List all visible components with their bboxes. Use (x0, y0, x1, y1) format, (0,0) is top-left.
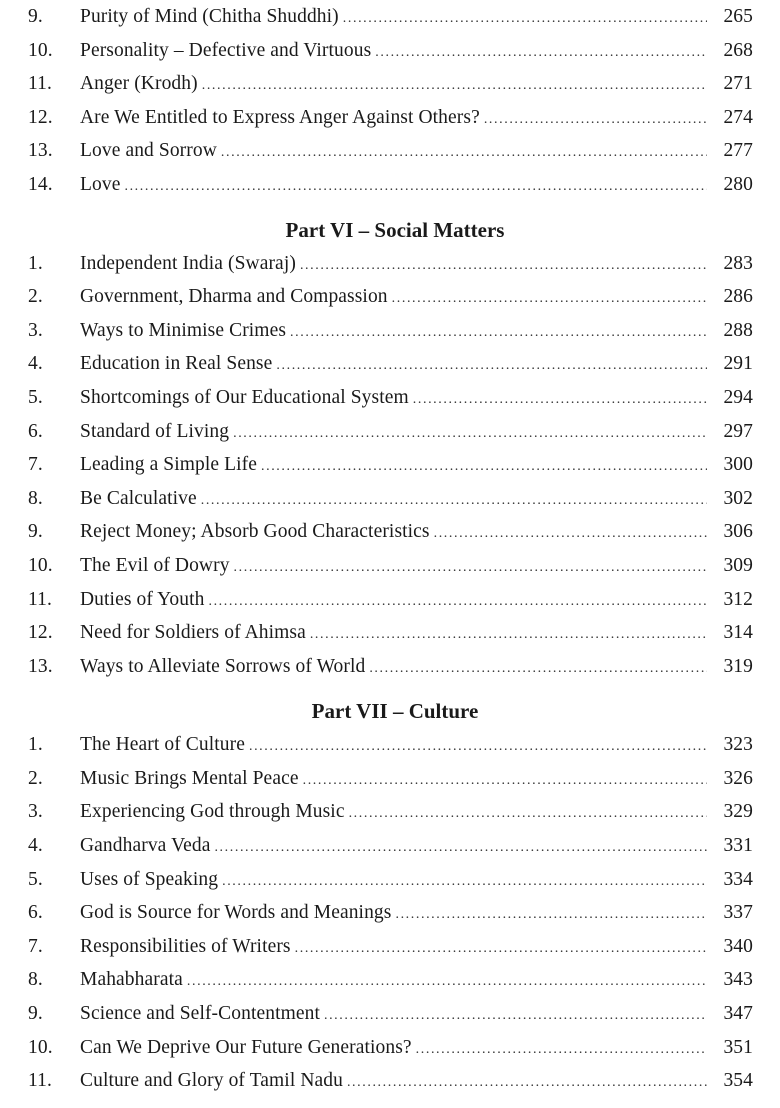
entry-page-number: 286 (723, 286, 753, 308)
dot-leader (249, 730, 707, 764)
toc-entry[interactable] (0, 616, 780, 650)
entry-page-number: 300 (723, 454, 753, 476)
entry-title: Be Calculative (80, 487, 197, 509)
entry-number: 11. (28, 73, 52, 95)
toc-entry[interactable] (0, 896, 780, 930)
entry-title: Standard of Living (80, 420, 230, 442)
entry-title: Anger (Krodh) (80, 73, 198, 95)
toc-entry[interactable] (0, 0, 780, 34)
toc-entry[interactable] (0, 863, 780, 897)
entry-title: Can We Deprive Our Future Generations? (80, 1036, 412, 1058)
entry-number: 6. (28, 902, 43, 924)
dot-leader (303, 764, 707, 798)
toc-entry[interactable] (0, 280, 780, 314)
entry-page-number: 280 (723, 173, 753, 195)
dot-leader (208, 585, 707, 619)
toc-entry[interactable] (0, 482, 780, 516)
entry-title: Leading a Simple Life (80, 454, 257, 476)
dot-leader (214, 831, 707, 865)
entry-number: 3. (28, 319, 43, 341)
entry-title: Music Brings Mental Peace (80, 767, 299, 789)
entry-title: Duties of Youth (80, 588, 205, 610)
entry-page-number: 351 (723, 1036, 753, 1058)
toc-section-part-v-continued (0, 0, 780, 202)
toc-entry[interactable] (0, 381, 780, 415)
entry-title: God is Source for Words and Meanings (80, 902, 392, 924)
toc-entry[interactable] (0, 829, 780, 863)
entry-number: 3. (28, 801, 43, 823)
entry-title: Need for Soldiers of Ahimsa (80, 622, 306, 644)
dot-leader (369, 652, 707, 686)
entry-number: 9. (28, 1003, 43, 1025)
entry-number: 5. (28, 868, 43, 890)
entry-number: 7. (28, 935, 43, 957)
entry-page-number: 306 (723, 521, 753, 543)
entry-title: Are We Entitled to Express Anger Against Others? (80, 106, 480, 128)
dot-leader (221, 136, 707, 170)
section-heading: Part VI – Social Matters (285, 217, 505, 242)
toc-section-part-vii (0, 694, 780, 1098)
entry-title: Shortcomings of Our Educational System (80, 386, 409, 408)
entry-number: 8. (28, 487, 43, 509)
entry-page-number: 302 (723, 487, 753, 509)
entry-number: 11. (28, 588, 52, 610)
toc-entry[interactable] (0, 67, 780, 101)
entry-number: 12. (28, 622, 53, 644)
entry-page-number: 314 (723, 622, 753, 644)
dot-leader (124, 170, 707, 204)
entry-number: 12. (28, 106, 53, 128)
entry-page-number: 309 (723, 554, 753, 576)
entry-page-number: 268 (723, 39, 753, 61)
toc-entry[interactable] (0, 549, 780, 583)
entry-number: 5. (28, 386, 43, 408)
entry-title: The Heart of Culture (80, 734, 245, 756)
entry-page-number: 329 (723, 801, 753, 823)
entry-page-number: 340 (723, 935, 753, 957)
entry-number: 10. (28, 1036, 53, 1058)
entry-title: Mahabharata (80, 969, 183, 991)
entry-number: 4. (28, 835, 43, 857)
entry-page-number: 297 (723, 420, 753, 442)
entry-number: 4. (28, 353, 43, 375)
dot-leader (375, 36, 707, 70)
dot-leader (276, 349, 707, 383)
entry-title: Responsibilities of Writers (80, 935, 291, 957)
entry-title: Reject Money; Absorb Good Characteristics (80, 521, 430, 543)
entry-title: Government, Dharma and Compassion (80, 286, 388, 308)
entry-page-number: 347 (723, 1003, 753, 1025)
dot-leader (434, 517, 707, 551)
entry-page-number: 277 (723, 140, 753, 162)
toc-entry[interactable] (0, 34, 780, 68)
toc-entry[interactable] (0, 930, 780, 964)
entry-page-number: 337 (723, 902, 753, 924)
entry-page-number: 312 (723, 588, 753, 610)
dot-leader (392, 282, 707, 316)
entry-number: 1. (28, 734, 43, 756)
entry-page-number: 343 (723, 969, 753, 991)
entry-page-number: 274 (723, 106, 753, 128)
dot-leader (234, 551, 707, 585)
dot-leader (349, 797, 707, 831)
entry-page-number: 291 (723, 353, 753, 375)
entry-number: 13. (28, 655, 53, 677)
entry-title: Science and Self-Contentment (80, 1003, 320, 1025)
entry-page-number: 354 (723, 1070, 753, 1092)
entry-title: Personality – Defective and Virtuous (80, 39, 372, 61)
entry-title: The Evil of Dowry (80, 554, 230, 576)
toc-section-part-vi (0, 213, 780, 684)
entry-number: 6. (28, 420, 43, 442)
entry-title: Ways to Alleviate Sorrows of World (80, 655, 366, 677)
entry-number: 7. (28, 454, 43, 476)
entry-title: Experiencing God through Music (80, 801, 345, 823)
entry-title: Gandharva Veda (80, 835, 211, 857)
entry-title: Education in Real Sense (80, 353, 273, 375)
toc-entry[interactable] (0, 583, 780, 617)
entry-number: 9. (28, 6, 43, 27)
entry-page-number: 265 (723, 6, 753, 27)
entry-title: Purity of Mind (Chitha Shuddhi) (80, 6, 339, 27)
entry-number: 14. (28, 173, 53, 195)
toc-entry[interactable] (0, 101, 780, 135)
toc-entry[interactable] (0, 448, 780, 482)
toc-entry[interactable] (0, 168, 780, 202)
dot-leader (413, 383, 707, 417)
entry-title: Ways to Minimise Crimes (80, 319, 287, 341)
dot-leader (295, 932, 707, 966)
entry-title: Culture and Glory of Tamil Nadu (80, 1070, 343, 1092)
entry-number: 2. (28, 767, 43, 789)
section-heading: Part VII – Culture (311, 699, 479, 724)
dot-leader (261, 450, 707, 484)
toc-entry[interactable] (0, 762, 780, 796)
entry-page-number: 271 (723, 73, 753, 95)
toc-entry[interactable] (0, 650, 780, 684)
dot-leader (324, 999, 707, 1033)
entry-number: 10. (28, 554, 53, 576)
entry-title: Love and Sorrow (80, 140, 217, 162)
toc-entry[interactable] (0, 795, 780, 829)
entry-number: 9. (28, 521, 43, 543)
toc-entry[interactable] (0, 997, 780, 1031)
entry-page-number: 294 (723, 386, 753, 408)
dot-leader (395, 898, 707, 932)
dot-leader (222, 865, 707, 899)
dot-leader (300, 249, 707, 283)
entry-page-number: 331 (723, 835, 753, 857)
entry-page-number: 323 (723, 734, 753, 756)
entry-page-number: 334 (723, 868, 753, 890)
dot-leader (343, 2, 707, 36)
dot-leader (310, 618, 707, 652)
entry-number: 13. (28, 140, 53, 162)
toc-entry[interactable] (0, 1031, 780, 1065)
toc-entry[interactable] (0, 134, 780, 168)
dot-leader (201, 484, 707, 518)
toc-entry[interactable] (0, 347, 780, 381)
dot-leader (202, 69, 707, 103)
toc-entry[interactable] (0, 415, 780, 449)
dot-leader (187, 965, 707, 999)
toc-entry[interactable] (0, 515, 780, 549)
toc-entry[interactable] (0, 314, 780, 348)
dot-leader (290, 316, 707, 350)
entry-page-number: 288 (723, 319, 753, 341)
entry-page-number: 326 (723, 767, 753, 789)
entry-page-number: 319 (723, 655, 753, 677)
toc-entry[interactable] (0, 247, 780, 281)
dot-leader (233, 417, 707, 451)
entry-number: 11. (28, 1070, 52, 1092)
entry-number: 8. (28, 969, 43, 991)
entry-number: 10. (28, 39, 53, 61)
entry-number: 1. (28, 252, 43, 274)
entry-page-number: 283 (723, 252, 753, 274)
toc-entry[interactable] (0, 1064, 780, 1098)
toc-entry[interactable] (0, 728, 780, 762)
entry-title: Uses of Speaking (80, 868, 219, 890)
dot-leader (416, 1033, 707, 1067)
entry-title: Independent India (Swaraj) (80, 252, 296, 274)
dot-leader (484, 103, 707, 137)
entry-title: Love (80, 173, 121, 195)
entry-number: 2. (28, 286, 43, 308)
toc-entry[interactable] (0, 963, 780, 997)
dot-leader (347, 1066, 707, 1100)
